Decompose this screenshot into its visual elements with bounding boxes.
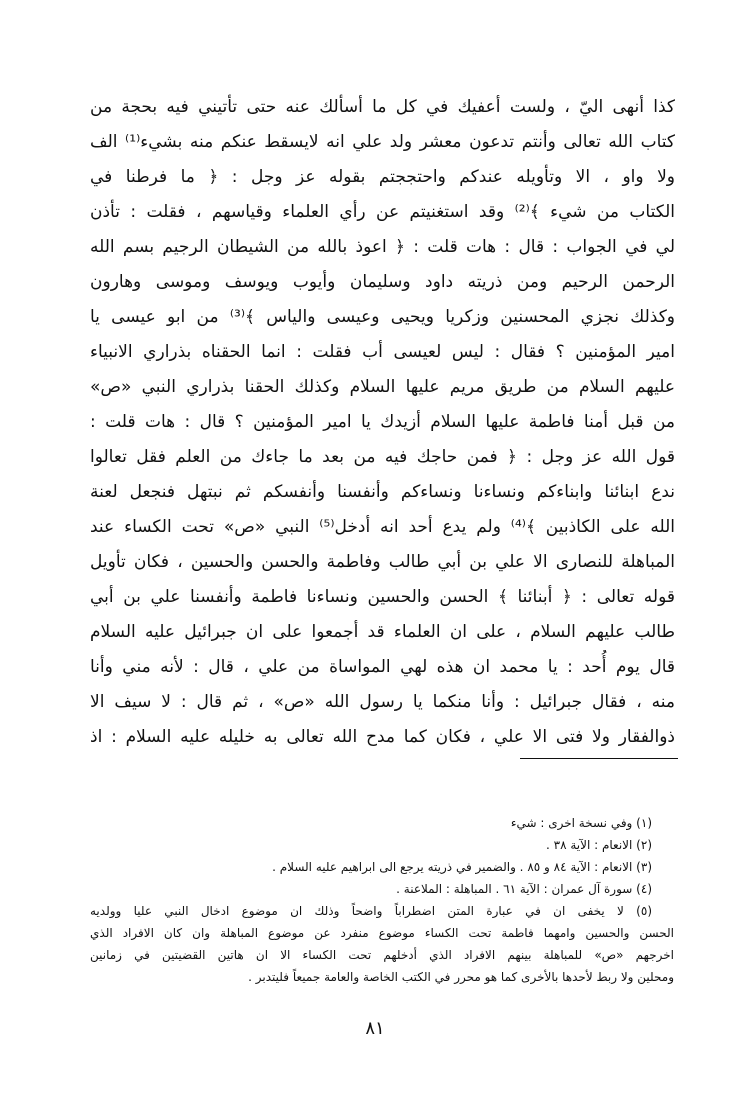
footnote-5-continued: اخرجهم «ص» للمباهلة بينهم الافراد الذي أدخلهم تحت الكساء الا ان هاتين القضيتين في زمانين [90, 948, 674, 962]
text-line: قال يوم أُحد : يا محمد ان هذه لهي المواساة من علي ، قال : لأنه مني وأنا [90, 657, 675, 677]
text-line: منه ، فقال جبرائيل : وأنا منكما يا رسول الله «ص» ، ثم قال : لا سيف الا [90, 692, 675, 712]
text-line: لي في الجواب : قال : هات قلت : ﴿ اعوذ بالله من الشيطان الرجيم بسم الله [90, 237, 675, 257]
footnote-1: (١) وفي نسخة اخرى : شيء [510, 816, 652, 830]
text-line: الكتاب من شيء ﴾⁽²⁾ وقد استغنيتم عن رأي العلماء وقياسهم ، فقلت : تأذن [90, 202, 675, 222]
text-line: ندع ابنائنا وابناءكم ونساءنا ونساءكم وأنفسنا وأنفسكم ثم نبتهل فنجعل لعنة [90, 482, 675, 502]
text-line: ذوالفقار ولا فتى الا علي ، فكان كما مدح الله تعالى به خليله عليه السلام : اذ [90, 727, 675, 747]
text-line: قوله تعالى : ﴿ أبنائنا ﴾ الحسن والحسين ونساءنا فاطمة وأنفسنا علي بن أبي [90, 587, 675, 607]
footnote-4: (٤) سورة آل عمران : الآية ٦١ . المباهلة : الملاعنة . [396, 882, 652, 896]
text-line: المباهلة للنصارى الا علي بن أبي طالب وفاطمة والحسن والحسين ، فكان تأويل [90, 552, 675, 572]
footnote-5-continued: ومحلين ولا ربط لأحدها بالأخرى كما هو محرر في الكتب الخاصة والعامة جميعاً فليتدبر . [248, 970, 674, 984]
text-line: امير المؤمنين ؟ فقال : ليس لعيسى أب فقلت : انما الحقناه بذراري الانبياء [90, 342, 675, 362]
text-line: قول الله عز وجل : ﴿ فمن حاجك فيه من بعد ما جاءك من العلم فقل تعالوا [90, 447, 675, 467]
main-text [90, 90, 675, 755]
text-line: من قبل أمنا فاطمة عليها السلام أزيدك يا امير المؤمنين ؟ قال : هات قلت : [90, 412, 675, 432]
text-line: كتاب الله تعالى وأنتم تدعون معشر ولد علي انه لايسقط عنكم منه بشيء⁽¹⁾ الف [90, 132, 675, 152]
footnote-2: (٢) الانعام : الآية ٣٨ . [546, 838, 652, 852]
text-line: الرحمن الرحيم ومن ذريته داود وسليمان وأيوب ويوسف وموسى وهارون [90, 272, 675, 292]
footnote-5-continued: الحسن والحسين وامهما فاطمة تحت الكساء موضوع منفرد عن موضوع المباهلة وان كان الافراد الذي [90, 926, 674, 940]
footnote-separator [520, 758, 678, 759]
page-number: ٨١ [365, 1018, 385, 1039]
footnote-3: (٣) الانعام : الآية ٨٤ و ٨٥ . والضمير في ذريته يرجع الى ابراهيم عليه السلام . [272, 860, 652, 874]
text-line: كذا أنهى اليّ ، ولست أعفيك في كل ما أسألك عنه حتى تأتيني فيه بحجة من [90, 97, 675, 117]
text-line: عليهم السلام من طريق مريم عليها السلام وكذلك الحقنا بذراري النبي «ص» [90, 377, 675, 397]
footnote-5: (٥) لا يخفى ان في عبارة المتن اضطراباً واضحاً وذلك ان موضوع ادخال النبي عليا وولديه [90, 904, 652, 918]
text-line: ولا واو ، الا وتأويله عندكم واحتججتم بقوله عز وجل : ﴿ ما فرطنا في [90, 167, 675, 187]
text-line: وكذلك نجزي المحسنين وزكريا ويحيى وعيسى والياس ﴾⁽³⁾ من ابو عيسى يا [90, 307, 675, 327]
text-line: طالب عليهم السلام ، على ان العلماء قد أجمعوا على ان جبرائيل عليه السلام [90, 622, 675, 642]
text-line: الله على الكاذبين ﴾⁽⁴⁾ ولم يدع أحد انه أدخل⁽⁵⁾ النبي «ص» تحت الكساء عند [90, 517, 675, 537]
footnotes [90, 812, 674, 988]
